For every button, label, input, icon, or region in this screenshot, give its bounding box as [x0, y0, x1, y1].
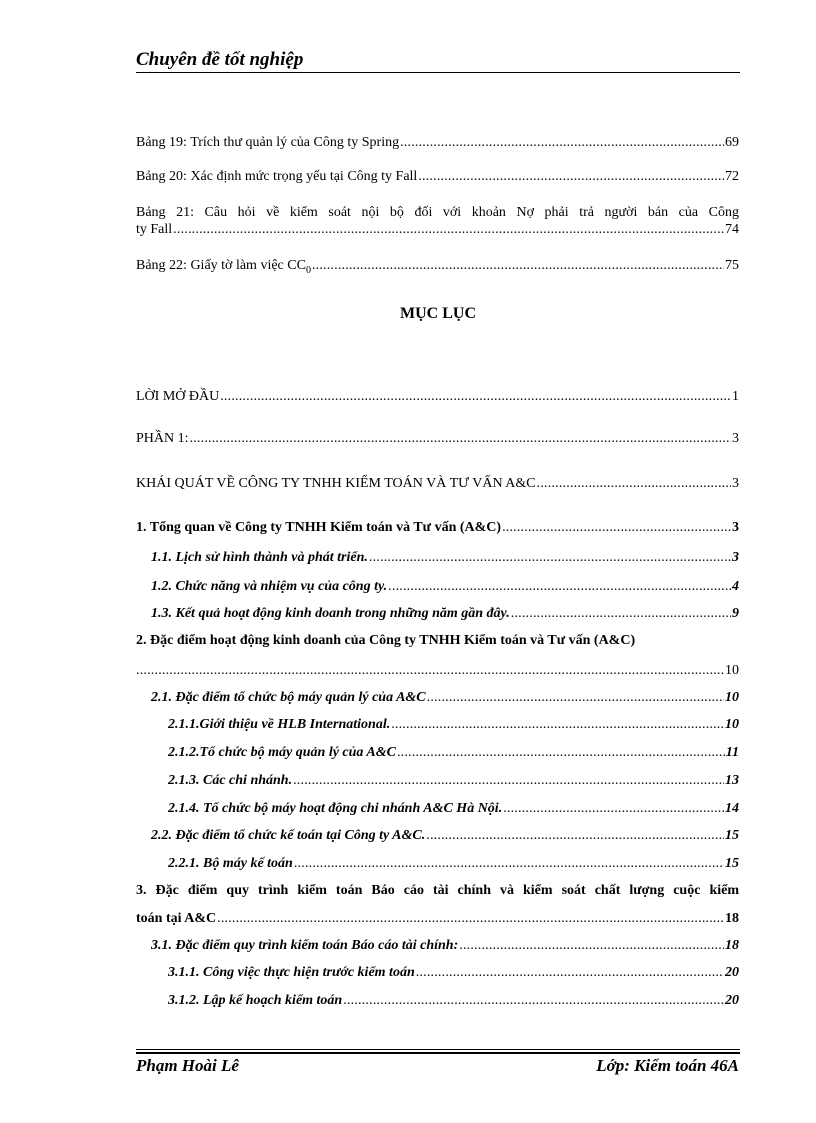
- toc-entry-page: 4: [732, 579, 739, 594]
- table-entry[interactable]: [136, 256, 739, 281]
- table-entry-page: 75: [725, 258, 739, 273]
- toc-entry-page: 14: [725, 801, 739, 816]
- toc-entry-page: 18: [725, 938, 739, 953]
- document-title: Chuyên đề tốt nghiệp: [136, 49, 304, 70]
- toc-entry-line1[interactable]: 2. Đặc điểm hoạt động kinh doanh của Công ty TNHH Kiểm toán và Tư vấn (A&C): [136, 633, 636, 648]
- leader-dots: [173, 220, 724, 240]
- leader-dots: [293, 771, 724, 791]
- table-entry-page: 72: [725, 169, 739, 184]
- toc-entry-text: 3.1.2. Lập kế hoạch kiểm toán: [168, 993, 343, 1008]
- leader-dots: [220, 387, 731, 407]
- toc-entry[interactable]: [168, 854, 739, 874]
- toc-entry-page: 18: [725, 911, 739, 926]
- leader-dots: [418, 167, 724, 187]
- table-entry[interactable]: [136, 220, 739, 240]
- footer-class: Lớp: Kiểm toán 46A: [596, 1056, 739, 1075]
- toc-entry-text: KHÁI QUÁT VỀ CÔNG TY TNHH KIỂM TOÁN VÀ TƯ VẤN A&C: [136, 476, 536, 491]
- leader-dots: [502, 518, 731, 538]
- toc-heading: MỤC LỤC: [400, 305, 476, 322]
- footer-rule: [136, 1052, 740, 1054]
- table-entry-text: Bảng 20: Xác định mức trọng yếu tại Công ty Fall: [136, 169, 418, 184]
- subscript: 0: [305, 264, 311, 276]
- toc-entry-text: 1. Tổng quan về Công ty TNHH Kiểm toán và Tư vấn (A&C): [136, 520, 502, 535]
- toc-entry-text: 1.3. Kết quả hoạt động kinh doanh trong những năm gần đây.: [151, 606, 510, 621]
- leader-dots: [190, 429, 731, 449]
- toc-entry-page: 10: [725, 717, 739, 732]
- toc-entry-page: 20: [725, 993, 739, 1008]
- table-entry-text: Bảng 19: Trích thư quản lý của Công ty Spring: [136, 135, 400, 150]
- toc-entry-line1[interactable]: 3. Đặc điểm quy trình kiểm toán Báo cáo tài chính và kiểm soát chất lượng cuộc kiểm: [136, 883, 739, 898]
- toc-entry[interactable]: [136, 661, 739, 681]
- table-entry[interactable]: [136, 133, 739, 153]
- toc-entry-text: 1.1. Lịch sử hình thành và phát triển.: [151, 550, 368, 565]
- toc-entry-page: 15: [725, 856, 739, 871]
- footer-author: Phạm Hoài Lê: [136, 1056, 239, 1075]
- table-entry-page: 69: [725, 135, 739, 150]
- toc-entry[interactable]: [168, 963, 739, 983]
- leader-dots: [397, 743, 725, 763]
- leader-dots: [511, 604, 731, 624]
- table-entry-line1[interactable]: Bảng 21: Câu hỏi về kiểm soát nội bộ đối với khoản Nợ phải trả người bán của Công: [136, 205, 739, 220]
- toc-entry-text: 2.1. Đặc điểm tổ chức bộ máy quản lý của A&C: [151, 690, 426, 705]
- toc-entry-page: 20: [725, 965, 739, 980]
- toc-entry-text: toán tại A&C: [136, 911, 217, 926]
- header-rule: [136, 72, 740, 73]
- toc-entry-page: 15: [725, 828, 739, 843]
- toc-entry-text: 1.2. Chức năng và nhiệm vụ của công ty.: [151, 579, 388, 594]
- toc-entry-text: LỜI MỞ ĐẦU: [136, 389, 220, 404]
- footer-rule: [136, 1049, 740, 1050]
- toc-entry[interactable]: [168, 771, 739, 791]
- toc-entry[interactable]: [151, 604, 739, 624]
- toc-entry-text: 2.2. Đặc điểm tổ chức kế toán tại Công ty A&C.: [151, 828, 426, 843]
- toc-entry-text: 2.1.4. Tổ chức bộ máy hoạt động chi nhánh A&C Hà Nội.: [168, 801, 503, 816]
- toc-entry-page: 9: [732, 606, 739, 621]
- toc-entry-text: 2.2.1. Bộ máy kế toán: [168, 856, 293, 871]
- table-entry-label: Bảng 22: Giấy tờ làm việc CC: [136, 258, 306, 273]
- toc-entry-page: 13: [725, 773, 739, 788]
- toc-entry-page: 3: [732, 476, 739, 491]
- leader-dots: [217, 909, 724, 929]
- toc-entry[interactable]: [136, 429, 739, 449]
- toc-entry[interactable]: [151, 826, 739, 846]
- toc-entry[interactable]: [136, 387, 739, 407]
- toc-entry-page: 3: [732, 550, 739, 565]
- toc-entry-text: 3.1. Đặc điểm quy trình kiểm toán Báo cáo tài chính:: [151, 938, 459, 953]
- toc-entry[interactable]: [151, 577, 739, 597]
- leader-dots: [391, 715, 724, 735]
- leader-dots: [416, 963, 724, 983]
- leader-dots: [388, 577, 731, 597]
- leader-dots: [400, 133, 724, 153]
- leader-dots: [294, 854, 724, 874]
- table-entry-text: ty Fall: [136, 222, 173, 237]
- leader-dots: [537, 474, 731, 494]
- toc-entry-page: 10: [725, 663, 739, 678]
- leader-dots: [136, 661, 724, 681]
- toc-entry-page: 3: [732, 520, 739, 535]
- leader-dots: [369, 548, 731, 568]
- toc-entry-text: 3.1.1. Công việc thực hiện trước kiểm toán: [168, 965, 415, 980]
- toc-entry[interactable]: [168, 991, 739, 1011]
- leader-dots: [343, 991, 724, 1011]
- toc-entry-text: 2.1.3. Các chi nhánh.: [168, 773, 293, 788]
- toc-entry[interactable]: [151, 548, 739, 568]
- toc-entry[interactable]: [168, 715, 739, 735]
- toc-entry[interactable]: [168, 799, 739, 819]
- table-entry-page: 74: [725, 222, 739, 237]
- leader-dots: [427, 688, 724, 708]
- toc-entry-text: 2.1.1.Giới thiệu về HLB International.: [168, 717, 391, 732]
- toc-entry-page: 3: [732, 431, 739, 446]
- table-entry[interactable]: [136, 167, 739, 187]
- leader-dots: [312, 256, 724, 276]
- toc-entry-page: 1: [732, 389, 739, 404]
- toc-entry[interactable]: [168, 743, 739, 763]
- toc-entry-page: 11: [725, 745, 739, 760]
- leader-dots: [426, 826, 724, 846]
- leader-dots: [459, 936, 724, 956]
- toc-entry-page: 10: [725, 690, 739, 705]
- leader-dots: [503, 799, 724, 819]
- toc-entry[interactable]: [136, 518, 739, 538]
- toc-entry[interactable]: [151, 688, 739, 708]
- toc-entry[interactable]: [151, 936, 739, 956]
- toc-entry-text: PHẦN 1:: [136, 431, 189, 446]
- toc-entry[interactable]: [136, 909, 739, 929]
- table-entry-text: [136, 256, 311, 281]
- toc-entry[interactable]: [136, 474, 739, 494]
- toc-entry-text: 2.1.2.Tổ chức bộ máy quản lý của A&C: [168, 745, 396, 760]
